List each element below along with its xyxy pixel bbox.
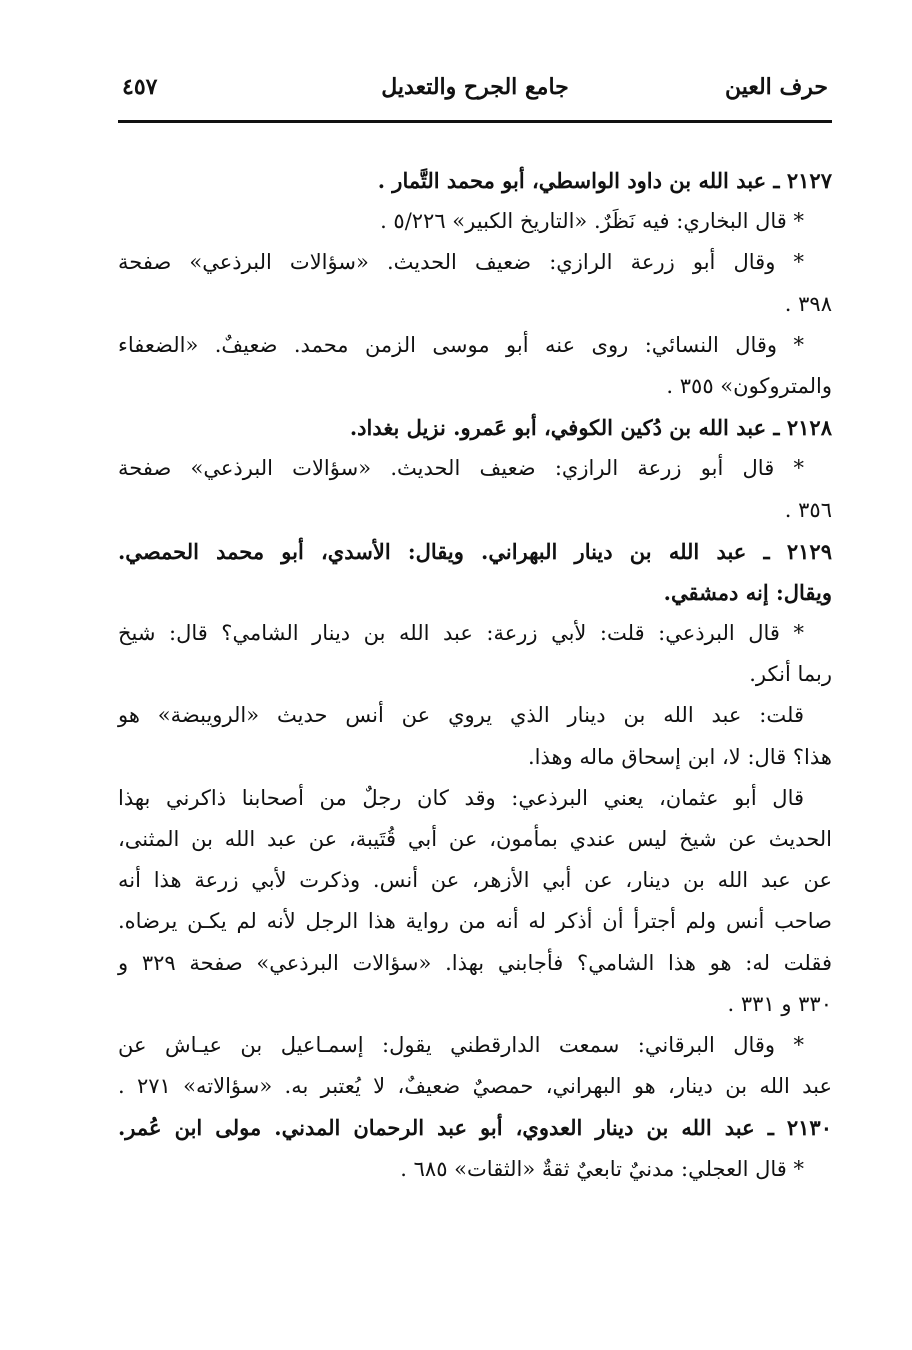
- entry-heading-2130: ٢١٣٠ ـ عبد الله بن دينار العدوي، أبو عبد الرحمان المدني. مولى ابن عُمر.: [118, 1115, 832, 1141]
- text-line: * قال البرذعي: قلت: لأبي زرعة: عبد الله بن دينار الشامي؟ قال: شيخ: [118, 621, 804, 646]
- header-rule: [118, 120, 832, 123]
- book-title: جامع الجرح والتعديل: [381, 74, 569, 100]
- text-line: قلت: عبد الله بن دينار الذي يروي عن أنس حديث «الرويبضة» هو: [118, 703, 804, 728]
- text-line: ربما أنكر.: [749, 662, 832, 687]
- text-line: قال أبو عثمان، يعني البرذعي: وقد كان رجلٌ من أصحابنا ذاكرني بهذا: [118, 785, 804, 810]
- text-line: عبد الله بن دينار، هو البهراني، حمصيٌ ضعيفٌ، لا يُعتبر به. «سؤالاته» ٢٧١ .: [118, 1074, 832, 1099]
- entry-heading-2129: ٢١٢٩ ـ عبد الله بن دينار البهراني. ويقال: الأسدي، أبو محمد الحمصي.: [118, 538, 832, 564]
- chapter-heading: حرف العين: [724, 74, 828, 100]
- entry-heading-2128: ٢١٢٨ ـ عبد الله بن دُكين الكوفي، أبو عَمرو. نزيل بغداد.: [349, 415, 832, 441]
- page-header: [118, 66, 832, 112]
- text-line: * وقال البرقاني: سمعت الدارقطني يقول: إسمـاعيل بن عيـاش عن: [118, 1032, 804, 1057]
- text-line: صاحب أنس ولم أجترأ أن أذكر له أنه من رواية هذا الرجل لأنه لم يكـن يرضاه.: [118, 909, 832, 934]
- text-line: ٣٣٠ و ٣٣١ .: [727, 991, 832, 1016]
- text-line: ٣٩٨ .: [784, 291, 832, 316]
- text-line: * قال البخاري: فيه نَظَرٌ. «التاريخ الكبير» ٥/٢٢٦ .: [380, 209, 804, 234]
- text-line: * وقال النسائي: روى عنه أبو موسى الزمن محمد. ضعيفٌ. «الضعفاء: [118, 332, 804, 357]
- page-number: ٤٥٧: [122, 74, 158, 100]
- entry-heading-2127: ٢١٢٧ ـ عبد الله بن داود الواسطي، أبو محمد التَّمار .: [377, 168, 832, 193]
- text-line: عن عبد الله بن دينار، عن أبي الأزهر، عن أنس. وذكرت لأبي زرعة هذا أنه: [118, 868, 832, 893]
- text-line: الحديث عن شيخ ليس عندي بمأمون، عن أبي قُتَيبة، عن عبد الله بن المثنى،: [118, 827, 832, 851]
- text-line: ٣٥٦ .: [784, 497, 832, 522]
- text-line: والمتروكون» ٣٥٥ .: [666, 373, 832, 398]
- text-line: * قال أبو زرعة الرازي: ضعيف الحديث. «سؤالات البرذعي» صفحة: [118, 456, 804, 481]
- text-line: فقلت له: هو هذا الشامي؟ فأجابني بهذا. «سؤالات البرذعي» صفحة ٣٢٩ و: [118, 950, 832, 975]
- text-line: هذا؟ قال: لا، ابن إسحاق ماله وهذا.: [527, 744, 832, 769]
- text-line: * وقال أبو زرعة الرازي: ضعيف الحديث. «سؤالات البرذعي» صفحة: [118, 250, 804, 275]
- entry-heading-2129-cont: ويقال: إنه دمشقي.: [663, 579, 832, 605]
- page-body: [118, 160, 832, 1190]
- text-line: * قال العجلي: مدنيٌ تابعيٌ ثقةٌ «الثقات» ٦٨٥ .: [400, 1156, 804, 1181]
